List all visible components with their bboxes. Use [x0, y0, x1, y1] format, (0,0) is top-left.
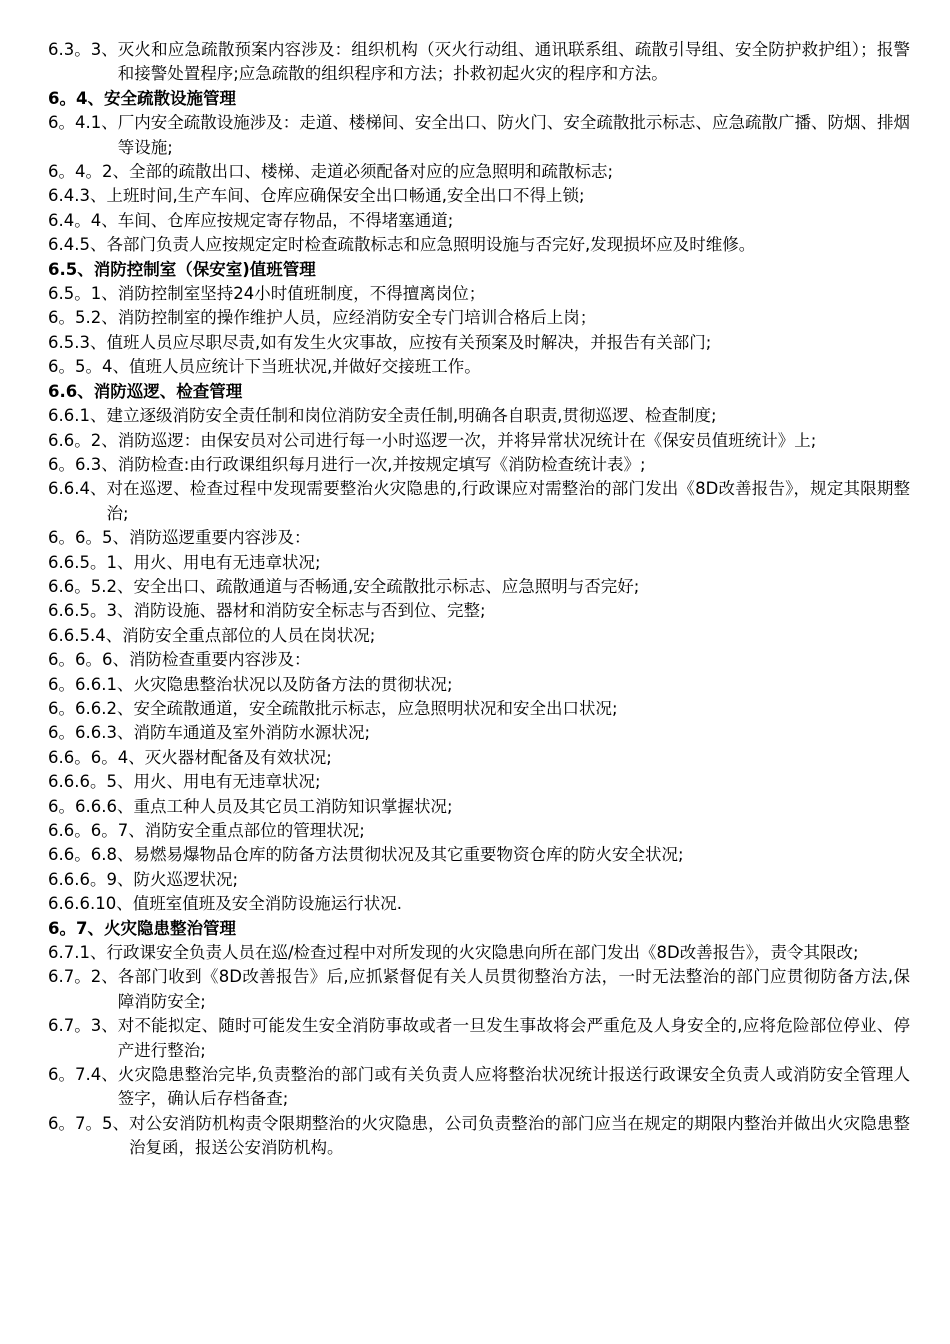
clause-number: 6。4.1、: [48, 113, 118, 133]
list-item: [48, 282, 910, 306]
clause-text: 厂内安全疏散设施涉及：走道、楼梯间、安全出口、防火门、安全疏散批示标志、应急疏散广播、防烟、排烟等设施;: [117, 113, 910, 157]
clause-number: 6。5.2、: [48, 308, 118, 328]
clause-text: 消防控制室的操作维护人员，应经消防安全专门培训合格后上岗；: [117, 308, 597, 328]
list-item: [48, 306, 910, 330]
clause-number: 6.6。6。4、: [48, 747, 145, 767]
clause-number: 6.3。3、: [48, 40, 118, 59]
clause-text: 安全疏散设施管理: [103, 88, 236, 108]
clause-number: 6.6.4、: [48, 479, 107, 499]
list-item: [48, 429, 910, 453]
clause-number: 6。6。6、: [48, 650, 129, 670]
list-item: [48, 843, 910, 867]
clause-number: 6.6。6.8、: [48, 845, 134, 865]
clause-number: 6。6.6.6、: [48, 796, 134, 816]
clause-number: 6.6.5。1、: [48, 552, 134, 572]
list-item: [48, 892, 910, 916]
list-item: [48, 1014, 910, 1063]
list-item: [48, 355, 910, 379]
clause-number: 6.5、: [48, 259, 94, 279]
clause-number: 6。7、: [48, 918, 104, 938]
clause-text: 消防检查重要内容涉及：: [129, 650, 311, 670]
clause-number: 6.6。5.2、: [48, 576, 134, 596]
clause-number: 6。4、: [48, 88, 104, 108]
list-item: [48, 1112, 910, 1161]
clause-number: 6.5。1、: [48, 284, 118, 304]
clause-number: 6.5.3、: [48, 332, 107, 352]
clause-number: 6.6、: [48, 381, 94, 401]
list-item: [48, 233, 910, 257]
clause-text: 火灾隐患整治完毕,负责整治的部门或有关负责人应将整治状况统计报送行政课安全负责人或消防安全管理人签字，确认后存档备查;: [117, 1065, 910, 1109]
section-heading: [48, 87, 910, 111]
clause-text: 消防巡逻重要内容涉及：: [129, 528, 311, 548]
clause-number: 6.6.6。5、: [48, 772, 134, 792]
list-item: [48, 965, 910, 1014]
list-item: [48, 868, 910, 892]
clause-text: 对不能拟定、随时可能发生安全消防事故或者一旦发生事故将会严重危及人身安全的,应将危险部位停业、停产进行整治;: [117, 1016, 910, 1060]
clause-text: 易燃易爆物品仓库的防备方法贯彻状况及其它重要物资仓库的防火安全状况;: [133, 845, 684, 865]
clause-number: 6.6.6.10、: [48, 894, 133, 914]
clause-text: 灭火器材配备及有效状况;: [144, 747, 332, 767]
clause-number: 6.6。2、: [48, 430, 118, 450]
clause-text: 重点工种人员及其它员工消防知识掌握状况;: [133, 796, 453, 816]
clause-text: 火灾隐患整治管理: [103, 918, 236, 938]
list-item: [48, 819, 910, 843]
list-item: [48, 697, 910, 721]
clause-number: 6.6.6。9、: [48, 869, 134, 889]
clause-text: 车间、仓库应按规定寄存物品，不得堵塞通道;: [117, 210, 454, 230]
list-item: [48, 721, 910, 745]
clause-text: 值班人员应尽职尽责,如有发生火灾事故，应按有关预案及时解决，并报告有关部门;: [106, 332, 712, 352]
clause-text: 安全出口、疏散通道与否畅通,安全疏散批示标志、应急照明与否完好;: [133, 576, 640, 596]
clause-number: 6.6.5.4、: [48, 625, 123, 645]
clause-number: 6.7。3、: [48, 1016, 118, 1036]
clause-text: 防火巡逻状况;: [133, 869, 239, 889]
clause-number: 6.4.3、: [48, 186, 107, 206]
list-item: [48, 184, 910, 208]
list-item: [48, 673, 910, 697]
clause-text: 建立逐级消防安全责任制和岗位消防安全责任制,明确各自职责,贯彻巡逻、检查制度;: [106, 406, 717, 426]
clause-text: 值班室值班及安全消防设施运行状况.: [132, 894, 402, 914]
list-item: [48, 624, 910, 648]
list-item: [48, 160, 910, 184]
clause-text: 值班人员应统计下当班状况,并做好交接班工作。: [129, 357, 481, 377]
clause-text: 上班时间,生产车间、仓库应确保安全出口畅通,安全出口不得上锁;: [106, 186, 585, 206]
clause-text: 行政课安全负责人员在巡/检查过程中对所发现的火灾隐患向所在部门发出《8D改善报告》，责令其限改;: [106, 943, 859, 963]
list-item: [48, 575, 910, 599]
clause-number: 6.6.1、: [48, 406, 107, 426]
list-item: [48, 526, 910, 550]
list-item: [48, 941, 910, 965]
list-item: [48, 599, 910, 623]
clause-number: 6。5。4、: [48, 357, 129, 377]
list-item: [48, 38, 910, 87]
clause-text: 火灾隐患整治状况以及防备方法的贯彻状况;: [133, 674, 453, 694]
clause-text: 消防控制室（保安室)值班管理: [93, 259, 316, 279]
section-heading: [48, 258, 910, 282]
list-item: [48, 770, 910, 794]
clause-text: 各部门收到《8D改善报告》后,应抓紧督促有关人员贯彻整治方法，一时无法整治的部门应贯彻防备方法,保障消防安全;: [117, 967, 910, 1011]
section-heading: [48, 917, 910, 941]
clause-text: 消防检查:由行政课组织每月进行一次,并按规定填写《消防检查统计表》;: [117, 454, 646, 474]
document-body: [48, 38, 910, 1161]
clause-text: 消防控制室坚持24小时值班制度，不得擅离岗位；: [117, 284, 486, 304]
list-item: [48, 209, 910, 233]
clause-text: 用火、用电有无违章状况;: [133, 552, 321, 572]
clause-number: 6。6.6.2、: [48, 698, 134, 718]
list-item: [48, 746, 910, 770]
clause-number: 6。7。5、: [48, 1113, 129, 1133]
list-item: [48, 404, 910, 428]
clause-text: 对公安消防机构责令限期整治的火灾隐患，公司负责整治的部门应当在规定的期限内整治并做出火灾隐患整治复函，报送公安消防机构。: [129, 1113, 910, 1158]
clause-text: 消防巡逻、检查管理: [93, 381, 243, 401]
clause-text: 对在巡逻、检查过程中发现需要整治火灾隐患的,行政课应对需整治的部门发出《8D改善报告》，规定其限期整治;: [106, 479, 910, 523]
list-item: [48, 648, 910, 672]
clause-text: 消防安全重点部位的管理状况;: [144, 821, 365, 840]
list-item: [48, 331, 910, 355]
clause-number: 6.6.5。3、: [48, 601, 134, 621]
clause-text: 灭火和应急疏散预案内容涉及：组织机构（灭火行动组、通讯联系组、疏散引导组、安全防护救护组）；报警和接警处置程序;应急疏散的组织程序和方法；扑救初起火灾的程序和方法。: [117, 40, 910, 84]
clause-number: 6.4.5、: [48, 235, 107, 255]
clause-number: 6.6。6。7、: [48, 821, 145, 840]
clause-number: 6。6.6.3、: [48, 723, 134, 743]
list-item: [48, 1063, 910, 1112]
clause-text: 消防设施、器材和消防安全标志与否到位、完整;: [133, 601, 486, 621]
clause-text: 全部的疏散出口、楼梯、走道必须配备对应的应急照明和疏散标志;: [129, 162, 614, 182]
list-item: [48, 453, 910, 477]
clause-text: 各部门负责人应按规定定时检查疏散标志和应急照明设施与否完好,发现损坏应及时维修。: [106, 235, 756, 255]
clause-text: 安全疏散通道，安全疏散批示标志，应急照明状况和安全出口状况;: [133, 698, 618, 718]
clause-number: 6。4。2、: [48, 162, 129, 182]
clause-number: 6。7.4、: [48, 1065, 118, 1085]
clause-number: 6.4。4、: [48, 210, 118, 230]
clause-text: 消防车通道及室外消防水源状况;: [133, 723, 371, 743]
clause-text: 用火、用电有无违章状况;: [133, 772, 321, 792]
list-item: [48, 477, 910, 526]
clause-number: 6。6.3、: [48, 454, 118, 474]
section-heading: [48, 380, 910, 404]
list-item: [48, 111, 910, 160]
clause-text: 消防巡逻：由保安员对公司进行每一小时巡逻一次，并将异常状况统计在《保安员值班统计》上;: [117, 430, 817, 450]
clause-number: 6.7。2、: [48, 967, 118, 987]
clause-number: 6。6。5、: [48, 528, 129, 548]
list-item: [48, 551, 910, 575]
clause-number: 6.7.1、: [48, 943, 107, 963]
clause-number: 6。6.6.1、: [48, 674, 134, 694]
clause-text: 消防安全重点部位的人员在岗状况;: [122, 625, 376, 645]
list-item: [48, 795, 910, 819]
